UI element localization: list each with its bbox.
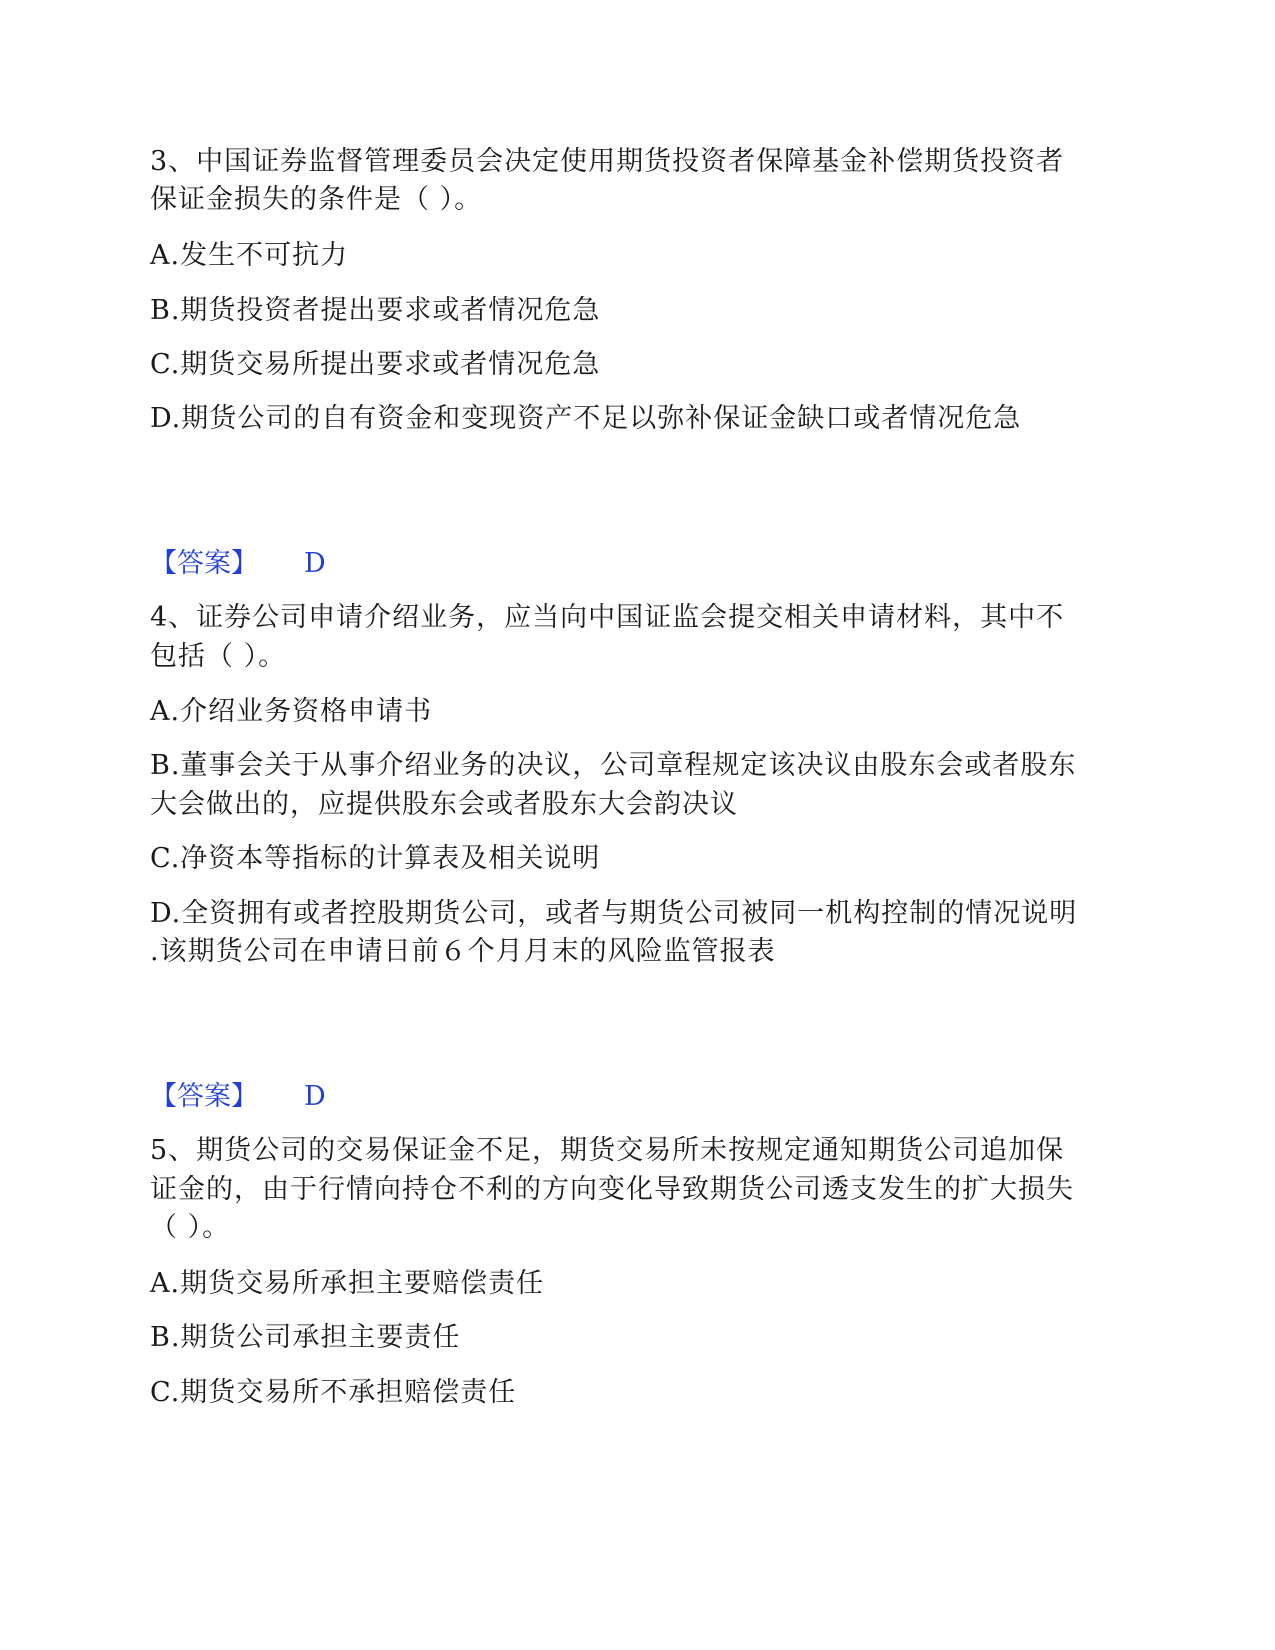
- question-4-answer: [150, 1077, 326, 1116]
- question-5-option-c: C.期货交易所不承担赔偿责任: [150, 1377, 517, 1408]
- question-4-option-b-line-2: 大会做出的，应提供股东会或者股东大会韵决议: [150, 789, 738, 820]
- question-4-stem-line-1: 4、证券公司申请介绍业务，应当向中国证监会提交相关申请材料，其中不: [150, 602, 1065, 633]
- answer-label: 【答案】: [150, 1081, 258, 1112]
- answer-label: 【答案】: [150, 548, 258, 579]
- question-3-option-a: A.发生不可抗力: [150, 240, 349, 271]
- question-3-stem-line-1: 3、中国证券监督管理委员会决定使用期货投资者保障基金补偿期货投资者: [150, 146, 1065, 177]
- question-5-stem-line-2: 证金的，由于行情向持仓不利的方向变化导致期货公司透支发生的扩大损失: [150, 1174, 1074, 1205]
- question-4-option-b-line-1: B.董事会关于从事介绍业务的决议，公司章程规定该决议由股东会或者股东: [150, 750, 1077, 781]
- answer-value: D: [304, 548, 326, 579]
- question-5-stem-line-3: （ ）。: [150, 1212, 231, 1243]
- question-3-option-c: C.期货交易所提出要求或者情况危急: [150, 349, 601, 380]
- question-5-option-a: A.期货交易所承担主要赔偿责任: [150, 1268, 545, 1299]
- question-3-option-d: D.期货公司的自有资金和变现资产不足以弥补保证金缺口或者情况危急: [150, 403, 1022, 434]
- question-3-stem-line-2: 保证金损失的条件是（ ）。: [150, 184, 483, 215]
- question-5-stem-line-1: 5、期货公司的交易保证金不足，期货交易所未按规定通知期货公司追加保: [150, 1135, 1065, 1166]
- question-4-option-d-line-1: D.全资拥有或者控股期货公司，或者与期货公司被同一机构控制的情况说明: [150, 898, 1078, 929]
- question-3-option-b: B.期货投资者提出要求或者情况危急: [150, 295, 601, 326]
- question-4-stem-line-2: 包括（ ）。: [150, 641, 287, 672]
- answer-value: D: [304, 1081, 326, 1112]
- question-4-option-a: A.介绍业务资格申请书: [150, 696, 433, 727]
- question-5-option-b: B.期货公司承担主要责任: [150, 1322, 461, 1353]
- question-4-option-c: C.净资本等指标的计算表及相关说明: [150, 843, 601, 874]
- question-3-answer: [150, 544, 326, 583]
- question-4-option-d-line-2: .该期货公司在申请日前６个月月末的风险监管报表: [150, 936, 776, 967]
